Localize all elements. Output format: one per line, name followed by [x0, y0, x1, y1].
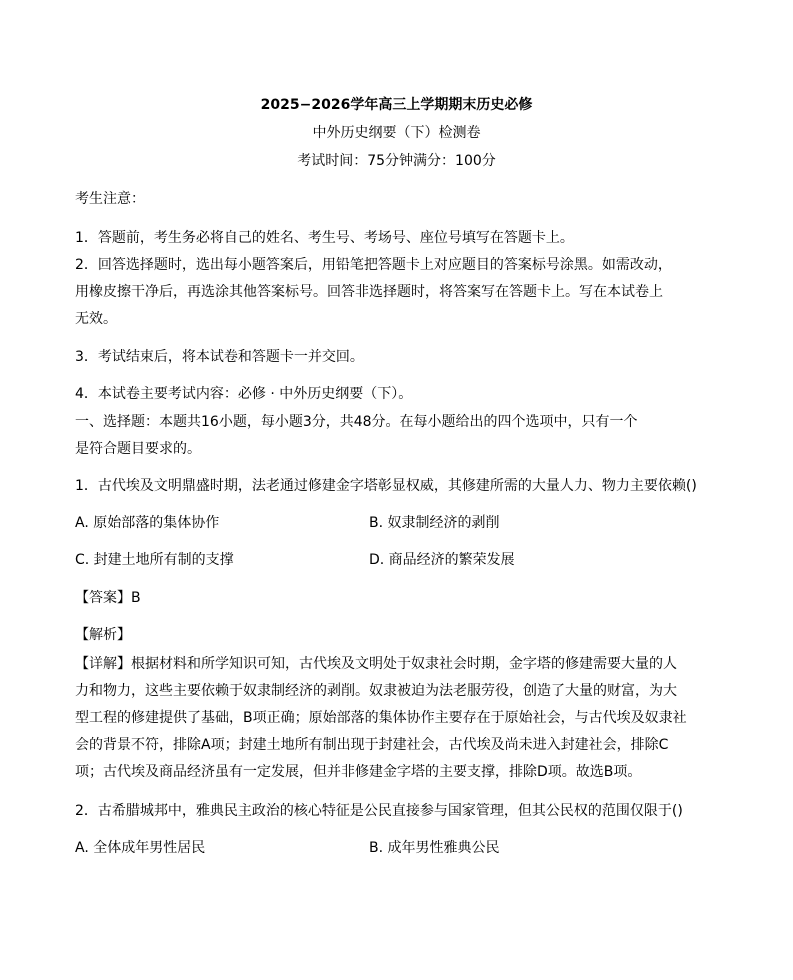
question-1-option-a: A. 原始部落的集体协作 — [75, 515, 220, 531]
notice-item-4: 4．本试卷主要考试内容：必修 · 中外历史纲要（下）。 — [75, 386, 413, 402]
question-2-option-a: A. 全体成年男性居民 — [75, 840, 206, 856]
notice-item-2-line-1: 2．回答选择题时，选出每小题答案后，用铅笔把答题卡上对应题目的答案标号涂黑。如需改动， — [75, 257, 672, 273]
question-1-option-b: B. 奴隶制经济的剥削 — [369, 515, 500, 531]
notice-item-3: 3．考试结束后，将本试卷和答题卡一并交回。 — [75, 349, 364, 365]
question-1-detail-line-2: 力和物力，这些主要依赖于奴隶制经济的剥削。奴隶被迫为法老服劳役，创造了大量的财富，为大 — [75, 683, 677, 699]
question-1-detail-line-5: 项；古代埃及商品经济虽有一定发展，但并非修建金字塔的主要支撑，排除D项。故选B项。 — [75, 764, 642, 780]
section-heading-line-2: 是符合题目要求的。 — [75, 441, 201, 457]
question-1-stem: 1．古代埃及文明鼎盛时期，法老通过修建金字塔彰显权威，其修建所需的大量人力、物力主要依赖() — [75, 478, 697, 494]
notice-item-2-line-3: 无效。 — [75, 311, 117, 327]
question-1-option-d: D. 商品经济的繁荣发展 — [369, 552, 515, 568]
question-1-detail-line-1: 【详解】根据材料和所学知识可知，古代埃及文明处于奴隶社会时期，金字塔的修建需要大量的人 — [75, 656, 677, 672]
notice-item-2-line-2: 用橡皮擦干净后，再选涂其他答案标号。回答非选择题时，将答案写在答题卡上。写在本试卷上 — [75, 284, 663, 300]
question-1-detail-line-4: 会的背景不符，排除A项；封建土地所有制出现于封建社会，古代埃及尚未进入封建社会，排除C — [75, 737, 669, 753]
question-1-answer: 【答案】B — [75, 590, 141, 606]
notice-heading: 考生注意： — [75, 191, 145, 207]
section-heading-line-1: 一、选择题：本题共16小题，每小题3分，共48分。在每小题给出的四个选项中，只有一个 — [75, 414, 638, 430]
question-2-stem: 2．古希腊城邦中，雅典民主政治的核心特征是公民直接参与国家管理，但其公民权的范围仅限于() — [75, 803, 683, 819]
question-2-option-b: B. 成年男性雅典公民 — [369, 840, 500, 856]
question-1-analysis-heading: 【解析】 — [75, 627, 131, 643]
exam-subtitle: 中外历史纲要（下）检测卷 — [312, 125, 481, 141]
notice-item-1: 1．答题前，考生务必将自己的姓名、考生号、考场号、座位号填写在答题卡上。 — [75, 230, 574, 246]
question-1-option-c: C. 封建土地所有制的支撑 — [75, 552, 234, 568]
question-1-detail-line-3: 型工程的修建提供了基础，B项正确；原始部落的集体协作主要存在于原始社会，与古代埃及奴隶社 — [75, 710, 687, 726]
exam-title: 2025−2026学年高三上学期期末历史必修 — [260, 97, 533, 113]
exam-info: 考试时间：75分钟满分：100分 — [297, 153, 496, 169]
